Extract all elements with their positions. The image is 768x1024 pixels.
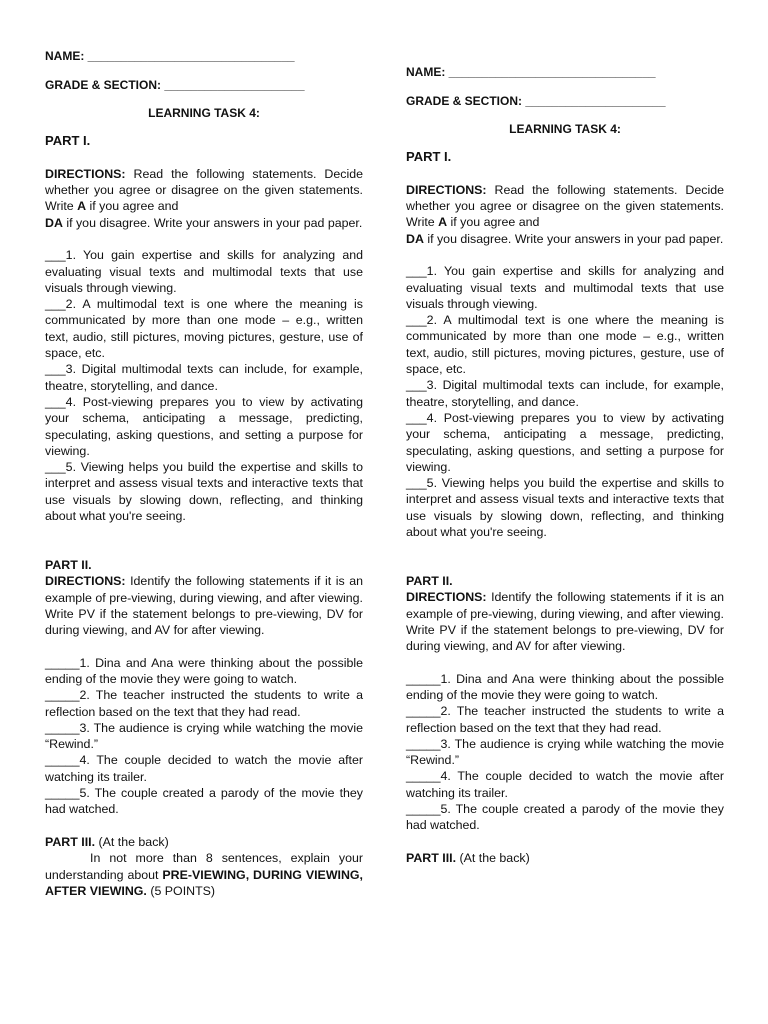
grade-section-line: GRADE & SECTION: _____________________ [406, 93, 666, 108]
task-title: LEARNING TASK 4: [509, 122, 621, 137]
directions-label: DIRECTIONS: [406, 182, 487, 197]
part2-item: _____1. Dina and Ana were thinking about the possible ending of the movie they were going to watch. [406, 671, 724, 702]
part1-item: ___5. Viewing helps you build the expertise and skills to interpret and assess visual texts and interactive texts that use visuals by slowing down, reflecting, and thinking about what you're seeing. [406, 476, 724, 540]
part1-item: ___2. A multimodal text is one where the meaning is communicated by more than one mode – e.g., written text, audio, still pictures, moving pictures, gesture, use of space, etc. [45, 297, 363, 361]
part2-directions: DIRECTIONS: Identify the following statements if it is an example of pre-viewing, during viewing, and after viewing. Write PV if the statement belongs to pre-viewing, DV for during viewing, and AV for after viewing. [45, 574, 363, 638]
part1-item: ___1. You gain expertise and skills for analyzing and evaluating visual texts and multimodal texts that use visuals through viewing. [45, 248, 363, 295]
part1-item: ___5. Viewing helps you build the expertise and skills to interpret and assess visual texts and interactive texts that use visuals by slowing down, reflecting, and thinking about what you're seeing. [45, 460, 363, 524]
part1-item: ___4. Post-viewing prepares you to view by activating your schema, anticipating a message, predicting, speculating, asking questions, and setting a purpose for viewing. [45, 394, 363, 458]
part1-title: PART I. [45, 133, 91, 149]
part1-item: ___1. You gain expertise and skills for analyzing and evaluating visual texts and multimodal texts that use visuals through viewing. [406, 264, 724, 311]
part1-directions: DIRECTIONS: Read the following statements. Decide whether you agree or disagree on the given statements. Write A if you agree and DA if you disagree. Write your answers in your pad paper. [406, 182, 724, 246]
part2-title: PART II. [45, 557, 92, 572]
part2-title: PART II. [406, 573, 453, 588]
part1-item: ___3. Digital multimodal texts can include, for example, theatre, storytelling, and dance. [406, 378, 724, 409]
part2-item: _____4. The couple decided to watch the movie after watching its trailer. [406, 769, 724, 800]
worksheet-left [45, 48, 363, 899]
part2-item: _____1. Dina and Ana were thinking about the possible ending of the movie they were going to watch. [45, 655, 363, 686]
part3-heading: PART III. (At the back) [406, 850, 530, 865]
name-line: NAME: _______________________________ [45, 49, 295, 63]
part1-item: ___3. Digital multimodal texts can include, for example, theatre, storytelling, and dance. [45, 362, 363, 393]
part3-heading: PART III. (At the back) [45, 834, 169, 849]
part2-item: _____4. The couple decided to watch the movie after watching its trailer. [45, 753, 363, 784]
part1-title: PART I. [406, 149, 452, 165]
task-title: LEARNING TASK 4: [148, 106, 260, 121]
part3-instructions: In not more than 8 sentences, explain your understanding about PRE-VIEWING, DURING VIEWING, AFTER VIEWING. (5 POINTS) [45, 851, 363, 898]
part1-item: ___2. A multimodal text is one where the meaning is communicated by more than one mode – e.g., written text, audio, still pictures, moving pictures, gesture, use of space, etc. [406, 313, 724, 377]
name-line: NAME: _______________________________ [406, 65, 656, 79]
part2-item: _____3. The audience is crying while watching the movie “Rewind.” [45, 720, 363, 752]
grade-section-line: GRADE & SECTION: _____________________ [45, 77, 305, 92]
part2-item: _____2. The teacher instructed the students to write a reflection based on the text that they had read. [45, 688, 363, 719]
part2-item: _____5. The couple created a parody of the movie they had watched. [45, 786, 363, 817]
part1-directions: DIRECTIONS: Read the following statements. Decide whether you agree or disagree on the given statements. Write A if you agree and DA if you disagree. Write your answers in your pad paper. [45, 166, 363, 230]
directions-label: DIRECTIONS: [45, 166, 126, 181]
part2-item: _____2. The teacher instructed the students to write a reflection based on the text that they had read. [406, 704, 724, 735]
part2-item: _____5. The couple created a parody of the movie they had watched. [406, 802, 724, 833]
part1-item: ___4. Post-viewing prepares you to view by activating your schema, anticipating a message, predicting, speculating, asking questions, and setting a purpose for viewing. [406, 410, 724, 474]
part2-directions: DIRECTIONS: Identify the following statements if it is an example of pre-viewing, during viewing, and after viewing. Write PV if the statement belongs to pre-viewing, DV for during viewing, and AV for after viewing. [406, 590, 724, 654]
part2-item: _____3. The audience is crying while watching the movie “Rewind.” [406, 736, 724, 768]
worksheet-right [406, 64, 724, 866]
